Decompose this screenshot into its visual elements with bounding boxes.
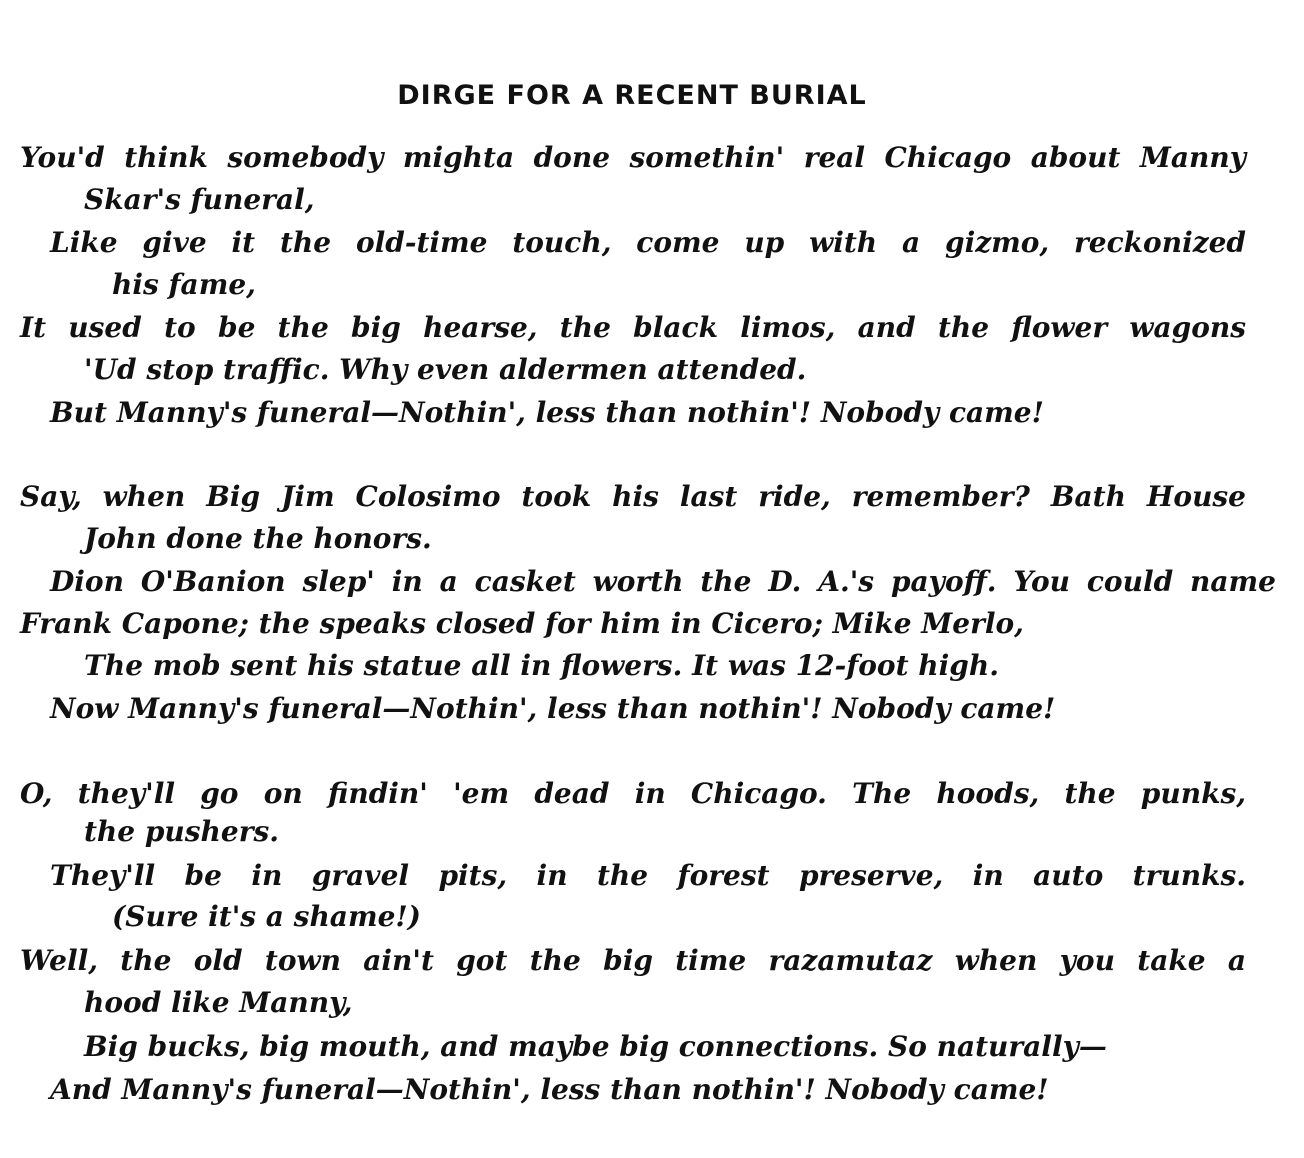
poem-line: O, they'll go on findin' 'em dead in Chicago. The hoods, the punks, [20, 777, 1246, 810]
poem-line: Big bucks, big mouth, and maybe big connections. So naturally— [84, 1030, 1107, 1063]
poem-line: You'd think somebody mighta done somethin' real Chicago about Manny [20, 141, 1246, 174]
poem-title: DIRGE FOR A RECENT BURIAL [397, 80, 867, 111]
poem-line: the pushers. [84, 815, 279, 848]
poem-line: It used to be the big hearse, the black limos, and the flower wagons [20, 311, 1246, 344]
poem-line: Say, when Big Jim Colosimo took his last ride, remember? Bath House [20, 480, 1246, 513]
poem-line: 'Ud stop traffic. Why even aldermen attended. [84, 353, 807, 386]
poem-line: John done the honors. [84, 522, 432, 555]
poem-line: Well, the old town ain't got the big time razamutaz when you take a [20, 944, 1246, 977]
poem-line: They'll be in gravel pits, in the forest preserve, in auto trunks. [50, 859, 1246, 892]
poem-line: Like give it the old-time touch, come up with a gizmo, reckonized [50, 226, 1246, 259]
poem-line: hood like Manny, [84, 986, 353, 1019]
poem-line: Frank Capone; the speaks closed for him in Cicero; Mike Merlo, [20, 607, 1024, 640]
poem-line: Skar's funeral, [84, 183, 315, 216]
poem-line: (Sure it's a shame!) [112, 900, 421, 933]
poem-line: But Manny's funeral—Nothin', less than nothin'! Nobody came! [50, 396, 1044, 429]
poem-line: The mob sent his statue all in flowers. It was 12-foot high. [84, 649, 999, 682]
poem-line: And Manny's funeral—Nothin', less than nothin'! Nobody came! [50, 1073, 1049, 1106]
poem-line: Now Manny's funeral—Nothin', less than nothin'! Nobody came! [50, 692, 1056, 725]
poem-line: his fame, [112, 268, 256, 301]
poem-line: Dion O'Banion slep' in a casket worth the D. A.'s payoff. You could name [50, 565, 1276, 598]
